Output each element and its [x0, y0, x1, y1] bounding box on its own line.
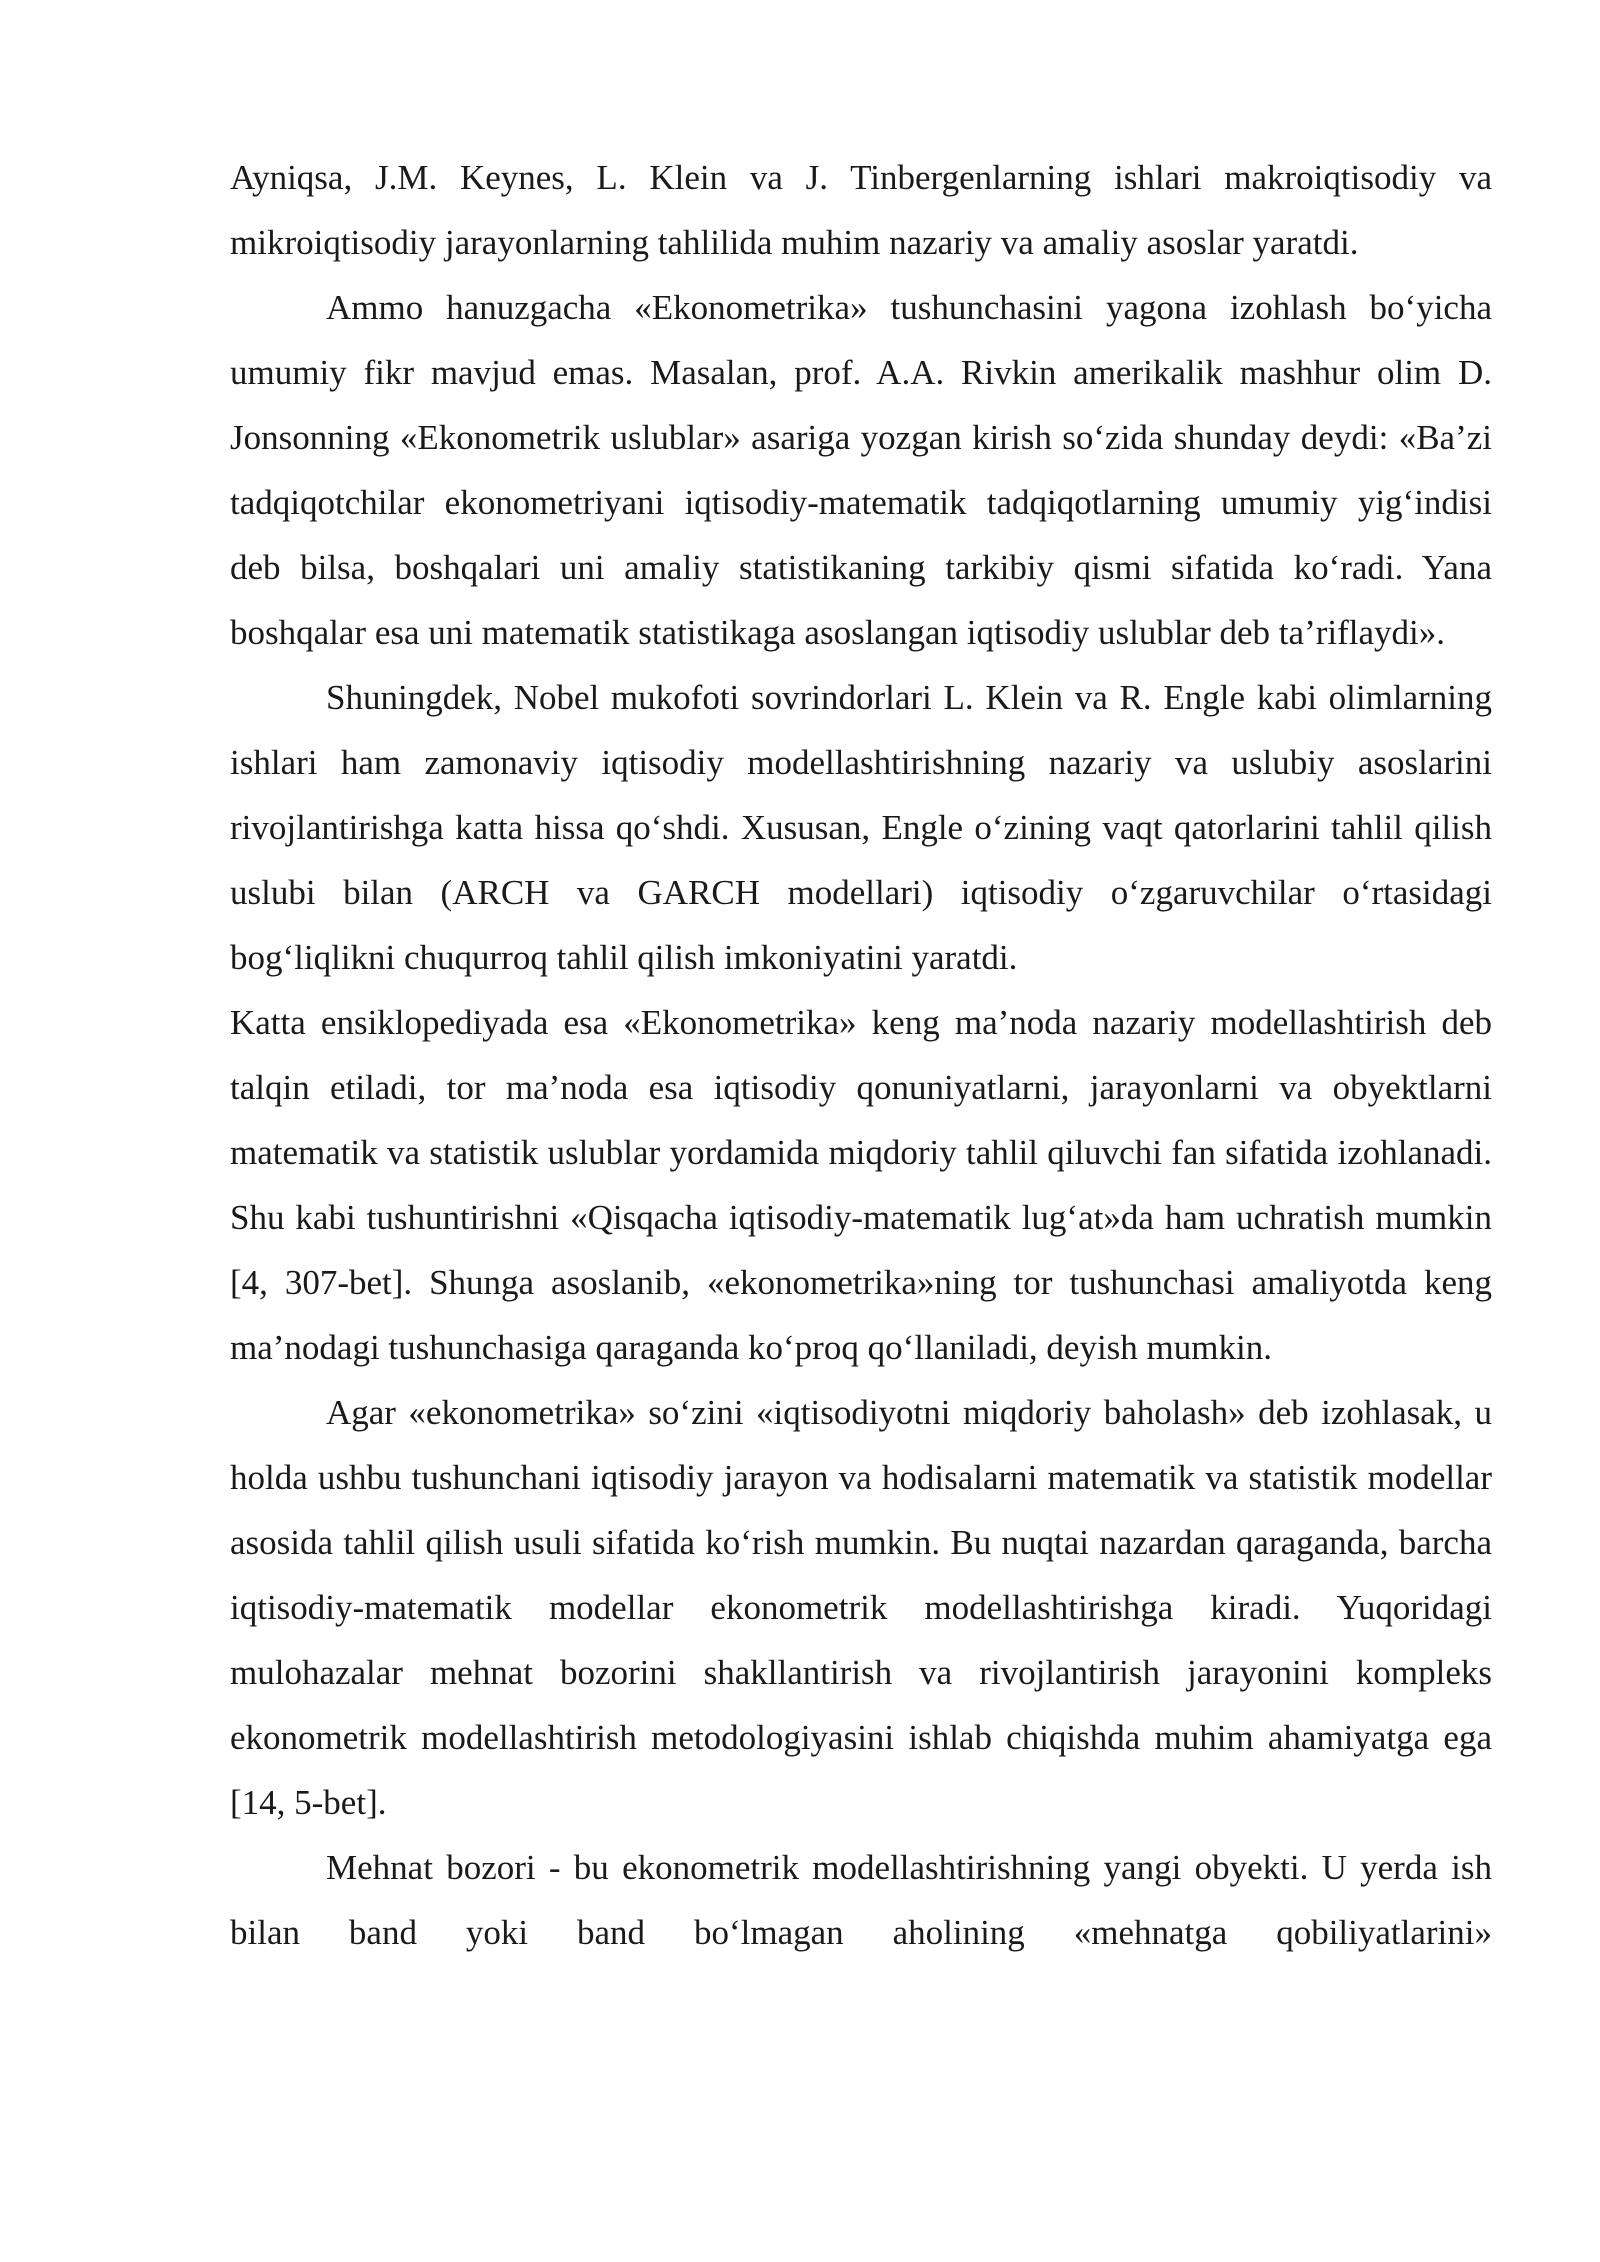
paragraph-6: Mehnat bozori - bu ekonometrik modellashtirishning yangi obyekti. U yerda ish bilan band yoki band bo‘lmagan aholining «mehnatga qobiliyatlarini» — [230, 1848, 1492, 1952]
body-text — [230, 145, 1492, 1965]
paragraph-3: Shuningdek, Nobel mukofoti sovrindorlari L. Klein va R. Engle kabi olimlarning ishlari ham zamonaviy iqtisodiy modellashtirishning nazariy va uslubiy asoslarini rivojlantirishga katta hissa qo‘shdi. Xususan, Engle o‘zining vaqt qatorlarini tahlil qilish uslubi bilan (ARCH va GARCH modellari) iqtisodiy o‘zgaruvchilar o‘rtasidagi bog‘liqlikni chuqurroq tahlil qilish imkoniyatini yaratdi. — [230, 678, 1492, 977]
paragraph-2: Ammo hanuzgacha «Ekonometrika» tushunchasini yagona izohlash bo‘yicha umumiy fikr mavjud emas. Masalan, prof. A.A. Rivkin amerikalik mashhur olim D. Jonsonning «Ekonometrik uslublar» asariga yozgan kirish so‘zida shunday deydi: «Ba’zi tadqiqotchilar ekonometriyani iqtisodiy-matematik tadqiqotlarning umumiy yig‘indisi deb bilsa, boshqalari uni amaliy statistikaning tarkibiy qismi sifatida ko‘radi. Yana boshqalar esa uni matematik statistikaga asoslangan iqtisodiy uslublar deb ta’riflaydi». — [230, 288, 1492, 652]
paragraph-4: Katta ensiklopediyada esa «Ekonometrika» keng ma’noda nazariy modellashtirish deb talqin etiladi, tor ma’noda esa iqtisodiy qonuniyatlarni, jarayonlarni va obyektlarni matematik va statistik uslublar yordamida miqdoriy tahlil qiluvchi fan sifatida izohlanadi. Shu kabi tushuntirishni «Qisqacha iqtisodiy-matematik lug‘at»da ham uchratish mumkin [4, 307-bet]. Shunga asoslanib, «ekonometrika»ning tor tushunchasi amaliyotda keng ma’nodagi tushunchasiga qaraganda ko‘proq qo‘llaniladi, deyish mumkin. — [230, 1003, 1492, 1367]
paragraph-1: Ayniqsa, J.M. Keynes, L. Klein va J. Tinbergenlarning ishlari makroiqtisodiy va mikroiqtisodiy jarayonlarning tahlilida muhim nazariy va amaliy asoslar yaratdi. — [230, 158, 1492, 262]
paragraph-5: Agar «ekonometrika» so‘zini «iqtisodiyotni miqdoriy baholash» deb izohlasak, u holda ushbu tushunchani iqtisodiy jarayon va hodisalarni matematik va statistik modellar asosida tahlil qilish usuli sifatida ko‘rish mumkin. Bu nuqtai nazardan qaraganda, barcha iqtisodiy-matematik modellar ekonometrik modellashtirishga kiradi. Yuqoridagi mulohazalar mehnat bozorini shakllantirish va rivojlantirish jarayonini kompleks ekonometrik modellashtirish metodologiyasini ishlab chiqishda muhim ahamiyatga ega [14, 5-bet]. — [230, 1393, 1492, 1822]
